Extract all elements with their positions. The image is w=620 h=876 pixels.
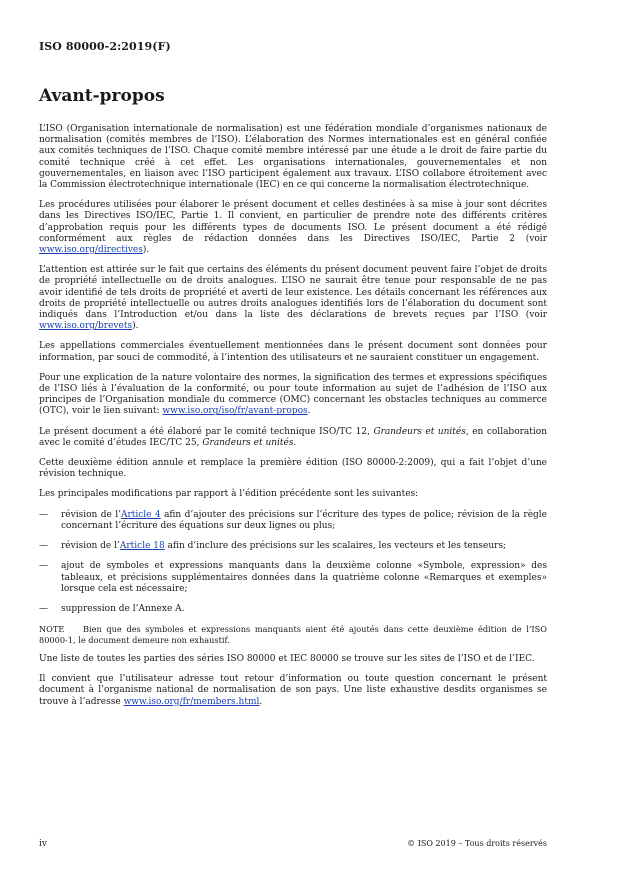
note-text: Bien que des symboles et expressions manquants aient été ajoutés dans cette deuxième édition de l’ISO 80000-1, le document demeure non exhaustif. — [39, 624, 547, 645]
list-item: — révision de l’Article 18 afin d’inclure des précisions sur les scalaires, les vecteurs et les tenseurs; — [39, 541, 507, 552]
paragraph-edition: Cette deuxième édition annule et remplace la première édition (ISO 80000-2:2009), qui a fait l’objet d’une révision technique. — [39, 458, 547, 480]
article-18-link[interactable]: Article 18 — [119, 541, 165, 552]
directives-link[interactable]: www.iso.org/directives — [39, 245, 143, 256]
paragraph-iso-intro: L’ISO (Organisation internationale de normalisation) est une fédération mondiale d’organismes nationaux de normalisation (comités membres de l’ISO). L’élaboration des Normes internationales est en général confiée aux comités techniques de l’ISO. Chaque comité membre intéressé par une étude a le droit de faire partie du comité technique créé à cet effet. Les organisations internationales, gouvernementales et non gouvernementales, en liaison avec l’ISO participent également aux travaux. L’ISO collabore étroitement avec la Commission électrotechnique internationale (IEC) en ce qui concerne la normalisation électrotechnique. — [39, 124, 547, 191]
paragraph-patents: L’attention est attirée sur le fait que certains des éléments du présent document peuvent faire l’objet de droits de propriété intellectuelle ou de droits analogues. L’ISO ne saurait être tenue pour responsable de ne pas avoir identifié de tels droits de propriété et averti de leur existence. Les détails concernant les références aux droits de propriété intellectuelle ou autres droits analogues identifiés lors de l’élaboration du document sont indiqués dans l’Introduction et/ou dans la liste des déclarations de brevets reçues par l’ISO (voir www.iso.org/brevets). — [39, 265, 547, 332]
copyright-notice: © ISO 2019 – Tous droits réservés — [407, 839, 547, 848]
paragraph-series-list: Une liste de toutes les parties des séries ISO 80000 et IEC 80000 se trouve sur les sites de l’ISO et de l’IEC. — [39, 653, 535, 664]
page-title: Avant-propos — [39, 86, 165, 106]
note-label: NOTE — [39, 624, 65, 635]
paragraph-feedback: Il convient que l’utilisateur adresse tout retour d’information ou toute question concernant le présent document à l’organisme national de normalisation de son pays. Une liste exhaustive desdits organismes se trouve à l’adresse www.iso.org/fr/members.html. — [39, 674, 547, 707]
document-identifier: ISO 80000-2:2019(F) — [39, 40, 171, 53]
paragraph-procedures: Les procédures utilisées pour élaborer le présent document et celles destinées à sa mise à jour sont décrites dans les Directives ISO/IEC, Partie 1. Il convient, en particulier de prendre note des différents critères d’approbation requis pour les différents types de documents ISO. Le présent document a été rédigé conformément aux règles de rédaction données dans les Directives ISO/IEC, Partie 2 (voir www.iso.org/directives). — [39, 200, 547, 256]
note — [39, 624, 547, 645]
paragraph-modifications-intro: Les principales modifications par rapport à l’édition précédente sont les suivantes: — [39, 489, 419, 500]
list-item: — ajout de symboles et expressions manquants dans la deuxième colonne «Symbole, expression» des tableaux, et précisions supplémentaires données dans la quatrième colonne «Remarques et exemples» lorsque cela est nécessaire; — [39, 561, 547, 594]
foreword-link[interactable]: www.iso.org/iso/fr/avant-propos — [162, 406, 308, 417]
members-link[interactable]: www.iso.org/fr/members.html — [123, 696, 260, 707]
article-4-link[interactable]: Article 4 — [120, 509, 161, 520]
paragraph-trade-names: Les appellations commerciales éventuellement mentionnées dans le présent document sont données pour information, par souci de commodité, à l’intention des utilisateurs et ne sauraient constituer un engagement. — [39, 341, 547, 363]
patents-link[interactable]: www.iso.org/brevets — [39, 321, 133, 332]
list-item: — suppression de l’Annexe A. — [39, 603, 185, 614]
modifications-list — [39, 510, 547, 615]
document-body — [39, 124, 547, 717]
paragraph-voluntary-nature: Pour une explication de la nature volontaire des normes, la signification des termes et expressions spécifiques de l’ISO liés à l’évaluation de la conformité, ou pour toute information au sujet de l’adhésion de l’ISO aux principes de l’Organisation mondiale du commerce (OMC) concernant les obstacles techniques au commerce (OTC), voir le lien suivant: www.iso.org/iso/fr/avant-propos. — [39, 372, 547, 417]
list-item: — révision de l’Article 4 afin d’ajouter des précisions sur l’écriture des types de police; révision de la règle concernant l’écriture des équations sur deux lignes ou plus; — [39, 509, 547, 531]
paragraph-committee: Le présent document a été élaboré par le comité technique ISO/TC 12, Grandeurs et unités, en collaboration avec le comité d’études IEC/TC 25, Grandeurs et unités. — [39, 426, 547, 448]
page-number: iv — [39, 839, 47, 849]
